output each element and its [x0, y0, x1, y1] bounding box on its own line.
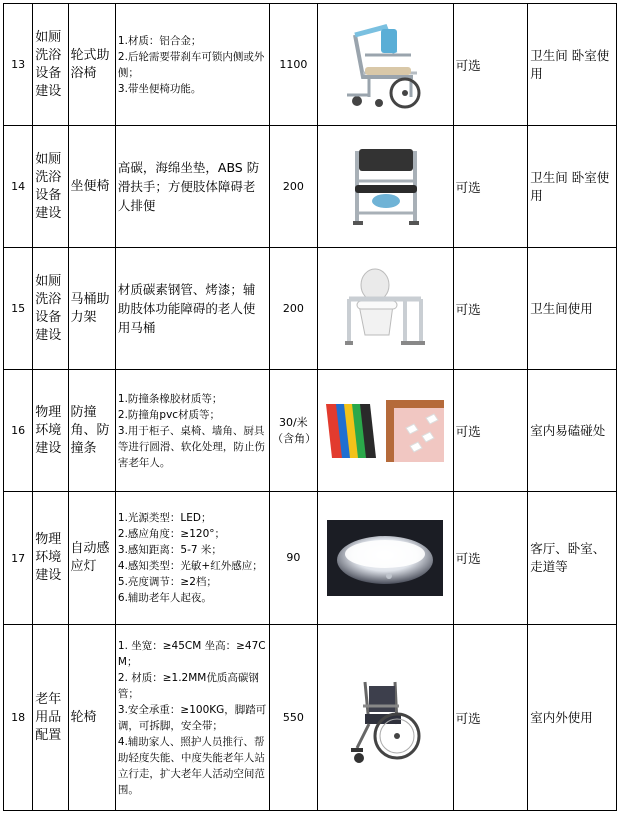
image-cell: [317, 126, 453, 248]
row-number: 13: [4, 4, 33, 126]
spec-line: 3.带坐便椅功能。: [117, 82, 202, 95]
price-cell: 90: [270, 492, 317, 625]
spec-cell: [115, 492, 269, 625]
optional-cell: 可选: [453, 4, 528, 126]
spec-line: 4.感知类型：光敏+红外感应；: [117, 560, 263, 572]
row-number: 15: [4, 248, 33, 370]
row-number: 17: [4, 492, 33, 625]
bumper-strips-corners-image: [322, 396, 448, 466]
commode-chair-image: [335, 137, 435, 237]
category-cell: 物理环境建设: [33, 492, 68, 625]
toilet-safety-frame-image: [335, 259, 435, 359]
table-row: [4, 492, 617, 625]
spec-cell: [115, 4, 269, 126]
spec-line: 材质碳素钢管、烤漆；辅助肢体功能障碍的老人使用马桶: [117, 282, 256, 335]
table-row: [4, 625, 617, 811]
image-cell: [317, 370, 453, 492]
item-name-cell: 坐便椅: [68, 126, 115, 248]
optional-cell: 可选: [453, 248, 528, 370]
location-cell: 卫生间 卧室使用: [528, 4, 617, 126]
location-cell: 卫生间 卧室使用: [528, 126, 617, 248]
item-name-cell: 马桶助力架: [68, 248, 115, 370]
spec-line: 3.安全承重：≥100KG，脚踏可调，可拆脚，安全带；: [117, 703, 267, 732]
optional-cell: 可选: [453, 625, 528, 811]
item-name-cell: 防撞角、防撞条: [68, 370, 115, 492]
image-cell: [317, 625, 453, 811]
row-number: 18: [4, 625, 33, 811]
wheeled-shower-chair-image: [335, 15, 435, 115]
price-cell: 200: [270, 248, 317, 370]
location-cell: 卫生间使用: [528, 248, 617, 370]
image-cell: [317, 248, 453, 370]
spec-line: 1.光源类型：LED；: [117, 512, 212, 524]
location-cell: 室内易磕碰处: [528, 370, 617, 492]
optional-cell: 可选: [453, 126, 528, 248]
item-name-cell: 轮椅: [68, 625, 115, 811]
category-cell: 如厕洗浴设备建设: [33, 126, 68, 248]
image-cell: [317, 4, 453, 126]
location-cell: 客厅、卧室、走道等: [528, 492, 617, 625]
optional-cell: 可选: [453, 492, 528, 625]
spec-line: 1. 坐宽：≥45CM 坐高：≥47CM；: [117, 639, 266, 668]
row-number: 14: [4, 126, 33, 248]
optional-cell: 可选: [453, 370, 528, 492]
spec-line: 3.感知距离：5-7 米；: [117, 544, 222, 556]
table-row: [4, 370, 617, 492]
product-table: [3, 3, 617, 811]
spec-line: 3.用于柜子、桌椅、墙角、厨具等进行圆滑、软化处理，防止伤害老年人。: [117, 424, 265, 469]
spec-cell: [115, 625, 269, 811]
price-cell: 200: [270, 126, 317, 248]
category-cell: 物理环境建设: [33, 370, 68, 492]
spec-line: 1.材质：铝合金；: [117, 34, 202, 47]
spec-line: 2.防撞角pvc材质等；: [117, 408, 221, 421]
price-cell: 30/米（含角）: [270, 370, 317, 492]
table-row: [4, 248, 617, 370]
category-cell: 老年用品配置: [33, 625, 68, 811]
spec-line: 5.亮度调节：≥2档；: [117, 576, 217, 588]
spec-line: 1.防撞条橡胶材质等；: [117, 392, 223, 405]
spec-line: 2.感应角度：≥120°；: [117, 528, 225, 540]
spec-line: 2.后轮需要带刹车可锁内侧或外侧；: [117, 50, 265, 79]
category-cell: 如厕洗浴设备建设: [33, 248, 68, 370]
table-row: [4, 4, 617, 126]
spec-cell: [115, 370, 269, 492]
category-cell: 如厕洗浴设备建设: [33, 4, 68, 126]
row-number: 16: [4, 370, 33, 492]
spec-line: 高碳，海绵坐垫，ABS 防滑扶手；方便肢体障碍老人排便: [117, 160, 260, 213]
spec-line: 4.辅助家人、照护人员推行、帮助轻度失能、中度失能老年人站立行走，扩大老年人活动空间范围。: [117, 735, 265, 796]
image-cell: [317, 492, 453, 625]
spec-line: 2. 材质：≥1.2MM优质高碳钢管；: [117, 671, 259, 700]
table-row: [4, 126, 617, 248]
price-cell: 1100: [270, 4, 317, 126]
wheelchair-image: [335, 668, 435, 768]
price-cell: 550: [270, 625, 317, 811]
item-name-cell: 轮式助浴椅: [68, 4, 115, 126]
location-cell: 室内外使用: [528, 625, 617, 811]
spec-line: 6.辅助老年人起夜。: [117, 592, 212, 604]
spec-cell: [115, 248, 269, 370]
spec-cell: [115, 126, 269, 248]
sensor-ceiling-light-image: [327, 520, 443, 596]
item-name-cell: 自动感应灯: [68, 492, 115, 625]
